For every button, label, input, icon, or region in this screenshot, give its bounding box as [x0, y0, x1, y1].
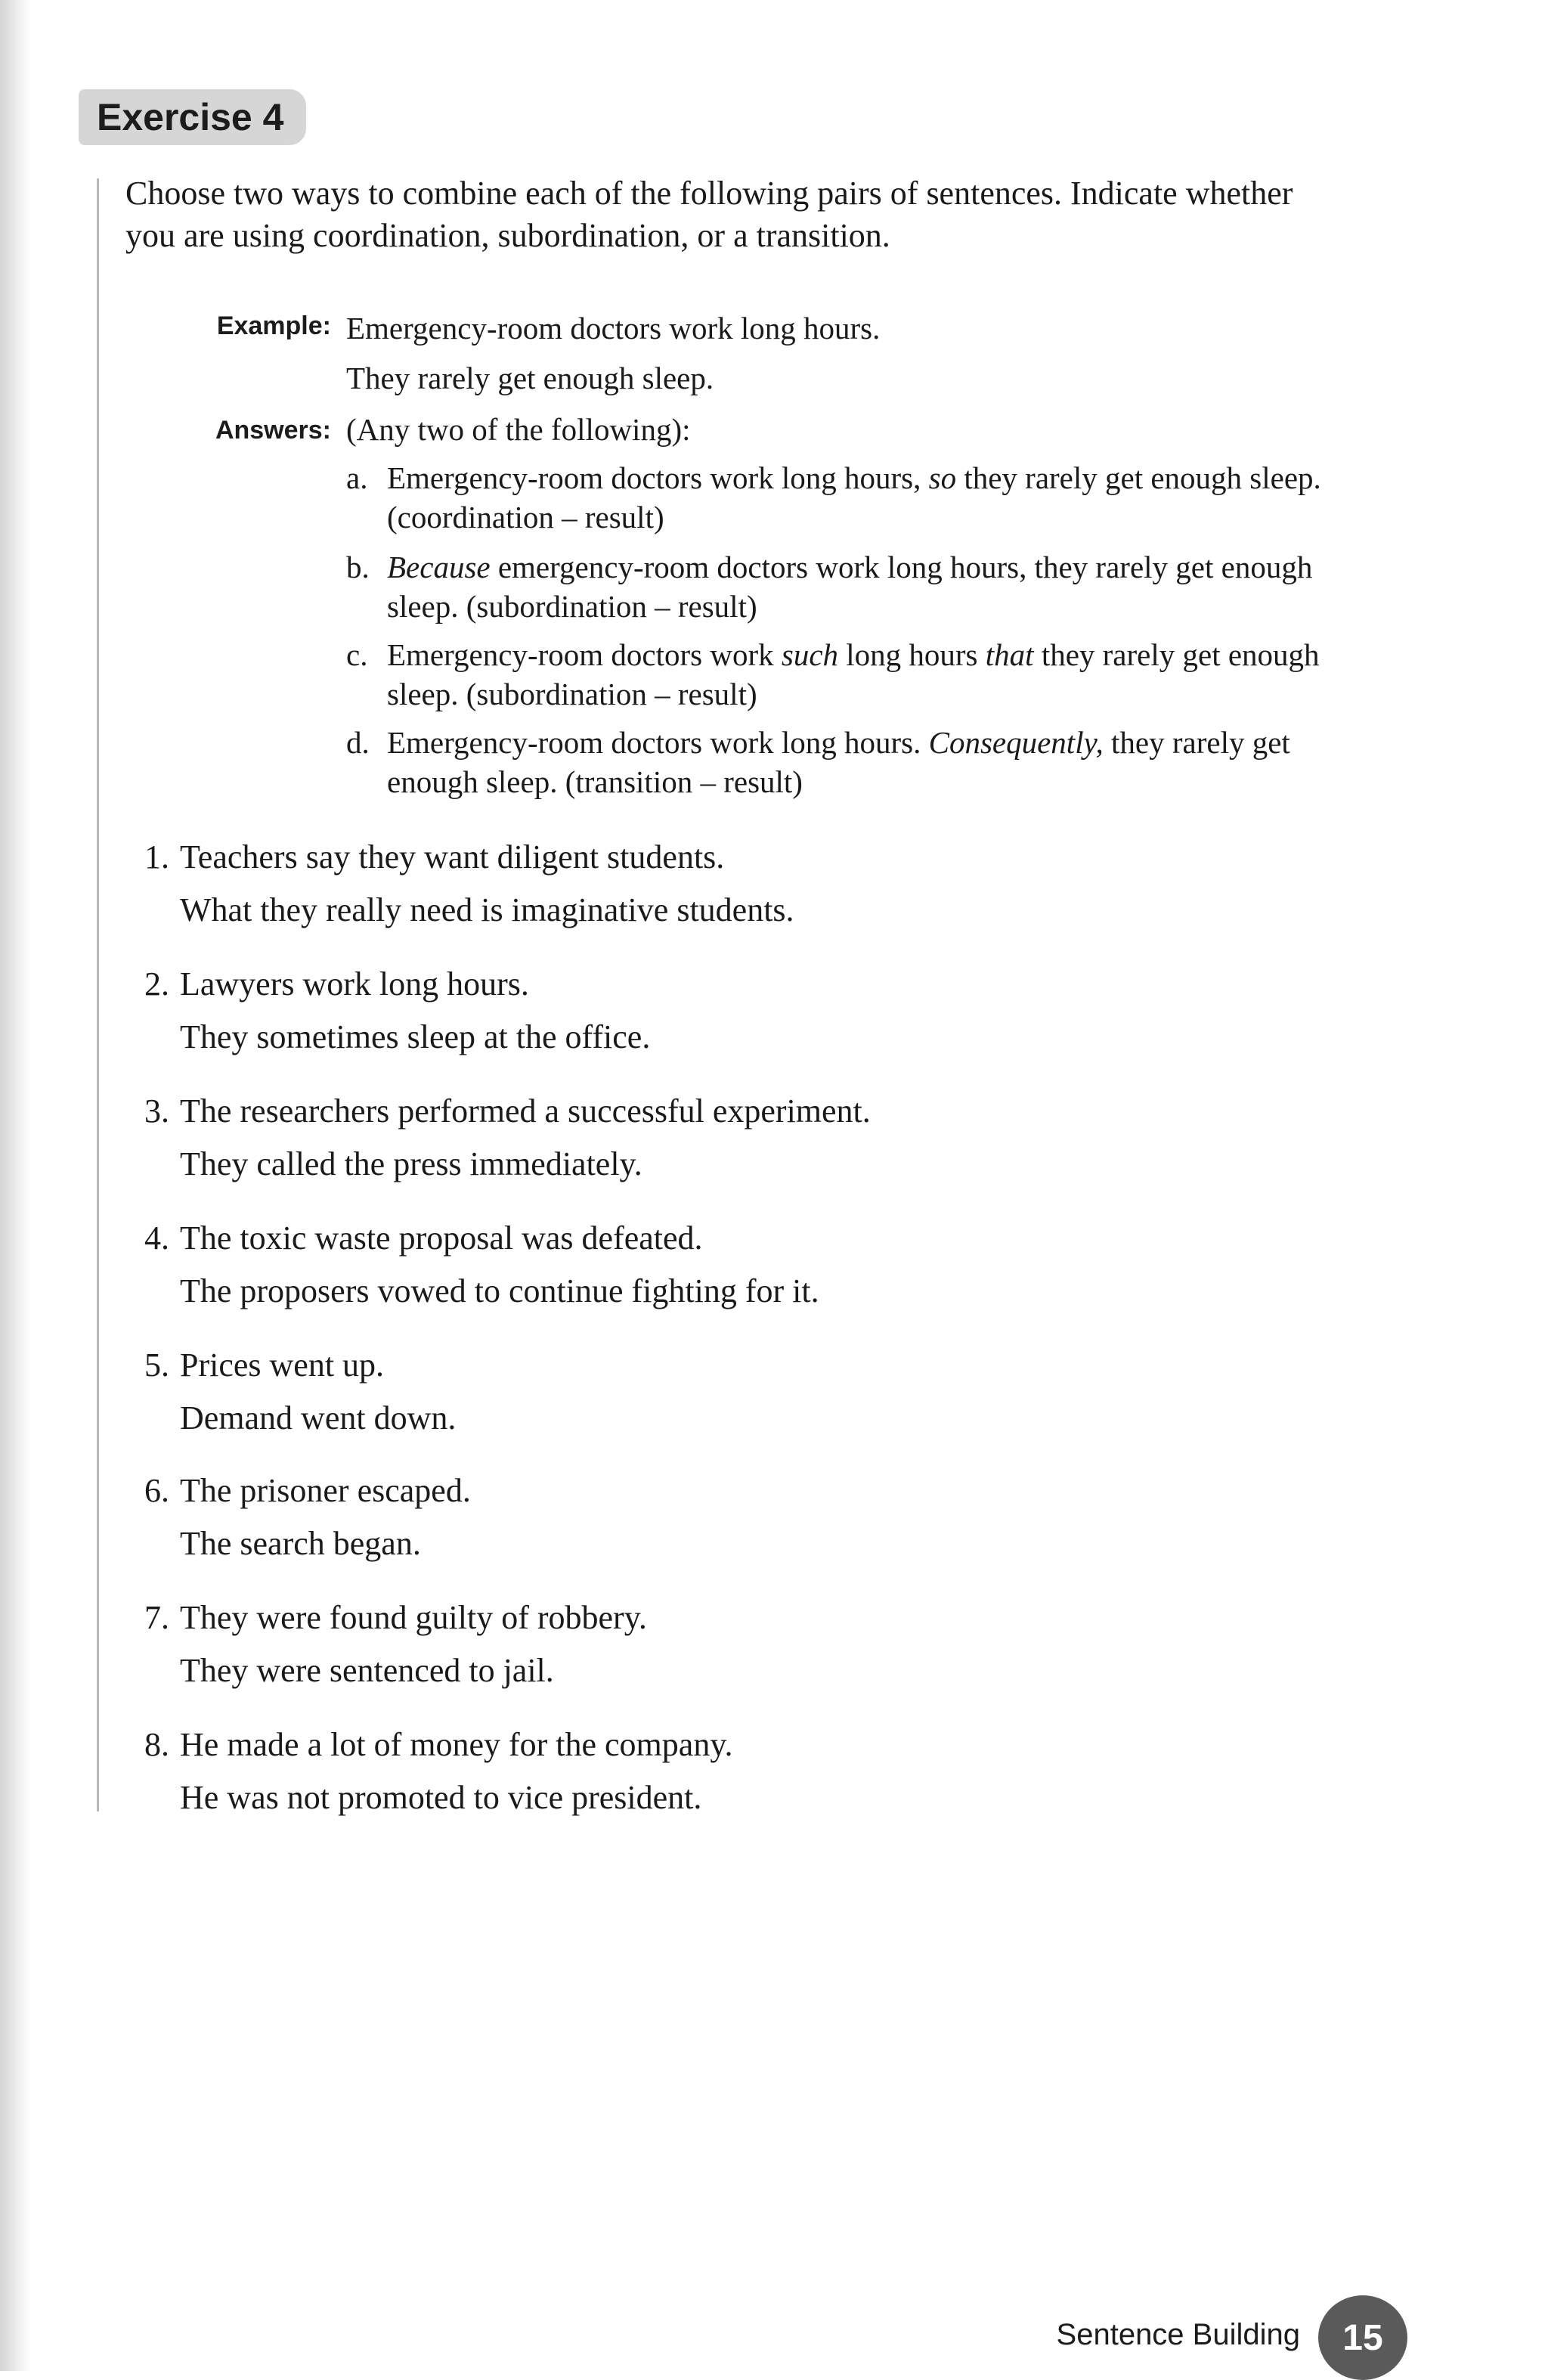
answer-letter: b.: [346, 550, 370, 584]
page-number-badge: 15: [1318, 2295, 1407, 2380]
example-sentence-1: Emergency-room doctors work long hours.: [346, 311, 881, 346]
question-sentence-first: The prisoner escaped.: [180, 1472, 471, 1509]
question-sentence-first: Teachers say they want diligent students.: [180, 838, 725, 875]
exercise-title: Exercise 4: [79, 89, 306, 145]
answers-label: Answers:: [215, 416, 331, 445]
example-sentence-2: They rarely get enough sleep.: [346, 361, 714, 395]
answers-intro: (Any two of the following):: [346, 412, 691, 447]
answer-text: Emergency-room doctors work long hours, so they rarely get enough sleep. (coordination – result): [387, 460, 1321, 535]
question-number: 4.: [144, 1219, 169, 1257]
answer-letter: a.: [346, 460, 368, 495]
question-sentence-first: They were found guilty of robbery.: [180, 1599, 647, 1636]
question-sentence-second: They called the press immediately.: [180, 1145, 642, 1182]
question-sentence-first: The toxic waste proposal was defeated.: [180, 1219, 703, 1257]
question-sentence-first: The researchers performed a successful experiment.: [180, 1092, 871, 1130]
answer-item-d: [346, 723, 1374, 801]
page-gutter-shadow: [0, 0, 30, 2371]
question-number: 7.: [144, 1599, 169, 1636]
question-number: 3.: [144, 1092, 169, 1130]
answer-text: Because emergency-room doctors work long hours, they rarely get enough sleep. (subordination – result): [387, 550, 1313, 624]
question-sentence-first: He made a lot of money for the company.: [180, 1726, 733, 1763]
question-number: 5.: [144, 1346, 169, 1384]
running-footer: Sentence Building: [1056, 2318, 1300, 2351]
answer-text: Emergency-room doctors work such long hours that they rarely get enough sleep. (subordination – result): [387, 637, 1320, 711]
question-sentence-second: The search began.: [180, 1525, 421, 1562]
question-number: 6.: [144, 1472, 169, 1509]
answer-item-c: [346, 635, 1374, 714]
question-number: 2.: [144, 965, 169, 1003]
answer-item-a: [346, 458, 1374, 537]
question-sentence-second: The proposers vowed to continue fighting for it.: [180, 1272, 819, 1309]
answer-text: Emergency-room doctors work long hours. Consequently, they rarely get enough sleep. (transition – result): [387, 725, 1290, 799]
question-sentence-second: Demand went down.: [180, 1399, 457, 1436]
question-sentence-first: Lawyers work long hours.: [180, 965, 529, 1003]
exercise-instructions: Choose two ways to combine each of the following pairs of sentences. Indicate whether you are using coordination, subordination, or a transition.: [125, 175, 1293, 254]
question-number: 1.: [144, 838, 169, 875]
question-sentence-second: They were sentenced to jail.: [180, 1652, 554, 1689]
question-sentence-second: They sometimes sleep at the office.: [180, 1018, 651, 1055]
question-number: 8.: [144, 1726, 169, 1763]
section-rule: [97, 178, 99, 1811]
example-label: Example:: [216, 311, 331, 340]
question-sentence-second: He was not promoted to vice president.: [180, 1779, 702, 1816]
question-sentence-first: Prices went up.: [180, 1346, 385, 1384]
answer-letter: c.: [346, 637, 368, 672]
answer-letter: d.: [346, 725, 370, 760]
answer-item-b: [346, 547, 1374, 626]
question-sentence-second: What they really need is imaginative students.: [180, 891, 794, 928]
